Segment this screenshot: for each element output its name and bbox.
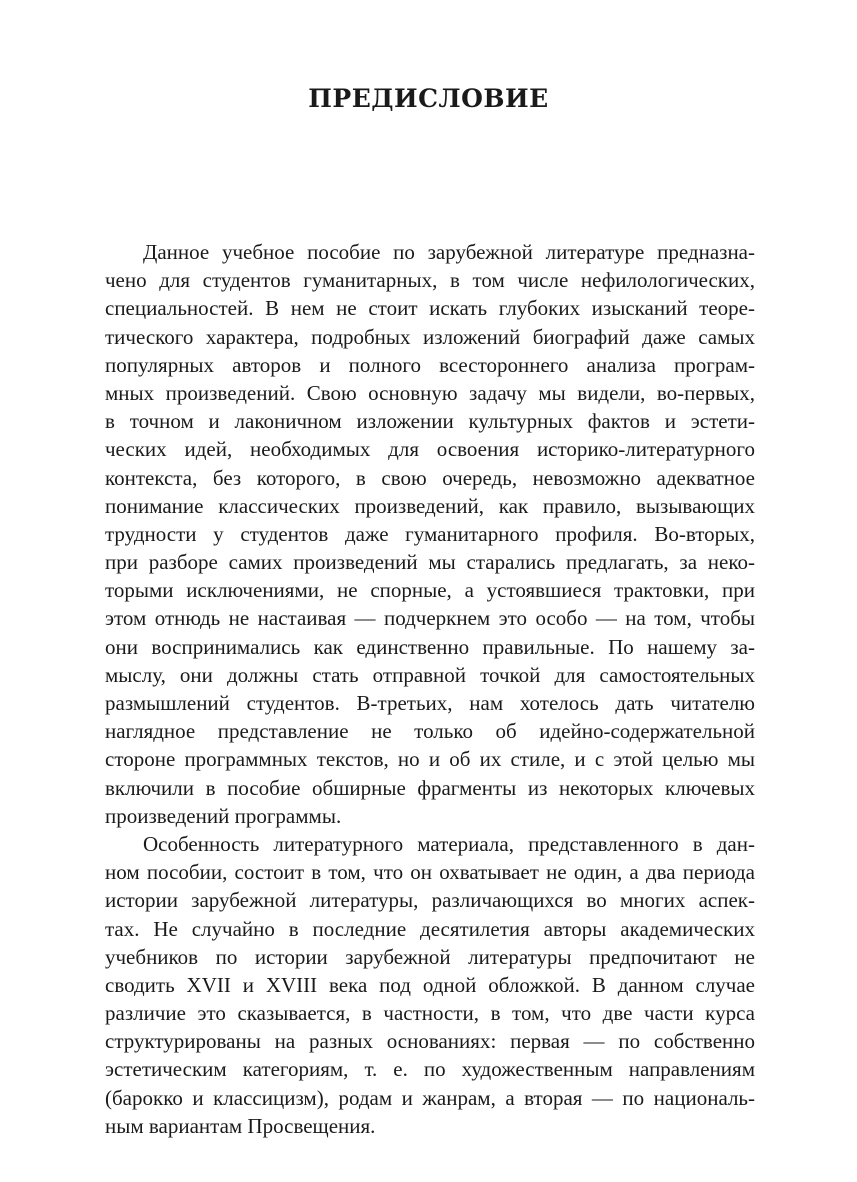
text-line: наглядное представление не только об идейно-содержательной — [105, 719, 755, 744]
page-title: ПРЕДИСЛОВИЕ — [308, 84, 549, 113]
text-line: структурированы на разных основаниях: первая — по собственно — [105, 1029, 755, 1054]
text-line: стороне программных текстов, но и об их стиле, и с этой целью мы — [105, 747, 755, 772]
text-line: трудности у студентов даже гуманитарного профиля. Во-вторых, — [105, 521, 755, 546]
text-line: ным вариантам Просвещения. — [105, 1113, 376, 1138]
paragraph-1 — [105, 238, 755, 830]
text-line: произведений программы. — [105, 803, 342, 828]
text-line: Особенность литературного материала, представленного в дан- — [143, 831, 755, 856]
text-line: они воспринимались как единственно правильные. По нашему за- — [105, 634, 755, 659]
text-line: тического характера, подробных изложений биографий даже самых — [105, 324, 755, 349]
text-line: различие это сказывается, в частности, в том, что две части курса — [105, 1001, 755, 1026]
text-line: (барокко и классицизм), родам и жанрам, а вторая — по националь- — [105, 1085, 755, 1110]
text-line: мыслу, они должны стать отправной точкой для самостоятельных — [105, 662, 755, 687]
text-line: при разборе самих произведений мы старались предлагать, за неко- — [105, 550, 755, 575]
text-line: специальностей. В нем не стоит искать глубоких изысканий теоре- — [105, 296, 755, 321]
text-line: ном пособии, состоит в том, что он охватывает не один, а два периода — [105, 860, 755, 885]
preface-text — [105, 238, 755, 1140]
text-line: торыми исключениями, не спорные, а устоявшиеся трактовки, при — [105, 578, 755, 603]
text-line: этом отнюдь не настаивая — подчеркнем это особо — на том, чтобы — [105, 606, 755, 631]
text-line: популярных авторов и полного всестороннего анализа програм- — [105, 352, 755, 377]
text-line: сводить XVII и XVIII века под одной обложкой. В данном случае — [105, 972, 755, 997]
text-line: мных произведений. Свою основную задачу мы видели, во-первых, — [105, 380, 755, 405]
text-line: эстетическим категориям, т. е. по художественным направлениям — [105, 1057, 755, 1082]
text-line: понимание классических произведений, как правило, вызывающих — [105, 493, 755, 518]
text-line: чено для студентов гуманитарных, в том числе нефилологических, — [105, 268, 755, 293]
paragraph-2 — [105, 830, 755, 1140]
text-line: Данное учебное пособие по зарубежной литературе предназна- — [143, 240, 755, 264]
text-line: включили в пособие обширные фрагменты из некоторых ключевых — [105, 775, 755, 800]
text-line: контекста, без которого, в свою очередь, невозможно адекватное — [105, 465, 755, 490]
text-line: размышлений студентов. В-третьих, нам хотелось дать читателю — [105, 691, 755, 715]
text-line: в точном и лаконичном изложении культурных фактов и эстети- — [105, 409, 755, 434]
text-line: истории зарубежной литературы, различающихся во многих аспек- — [105, 888, 755, 913]
text-line: учебников по истории зарубежной литературы предпочитают не — [105, 944, 755, 969]
text-line: тах. Не случайно в последние десятилетия авторы академических — [105, 916, 755, 941]
text-line: ческих идей, необходимых для освоения историко-литературного — [105, 437, 755, 462]
